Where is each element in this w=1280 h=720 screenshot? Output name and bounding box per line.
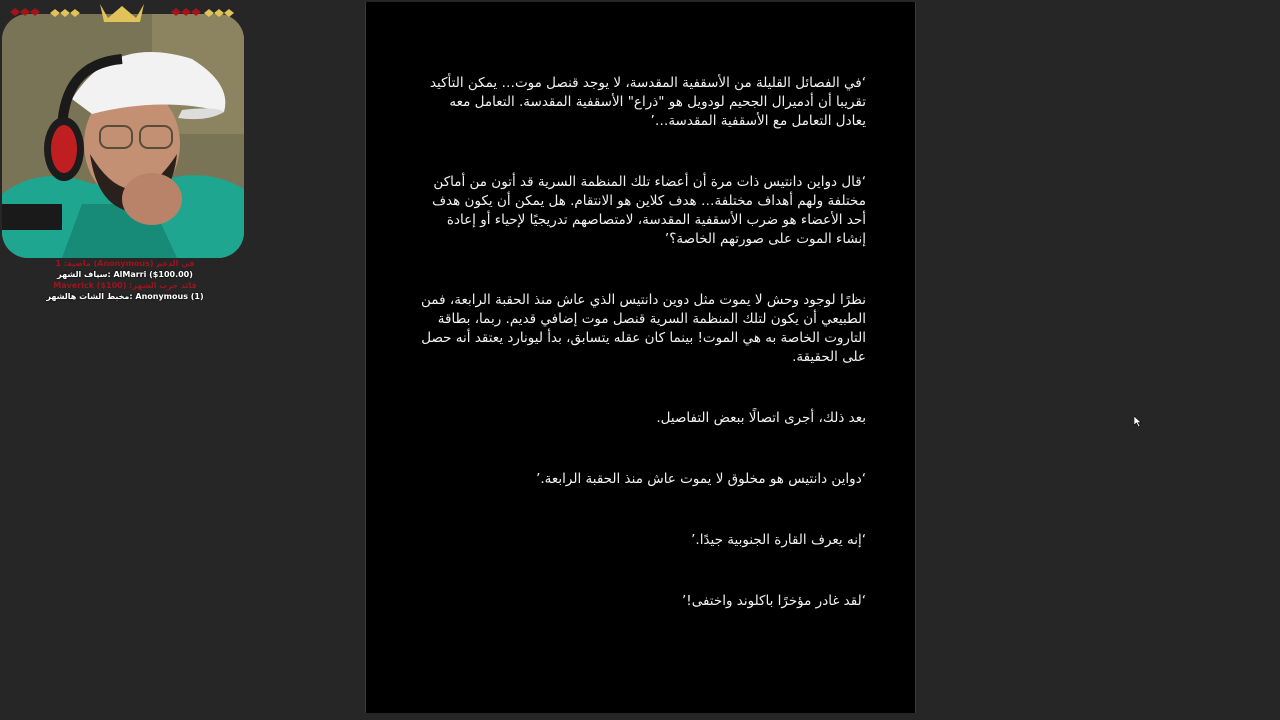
chapter-text [416,74,866,653]
paragraph-4: بعد ذلك، أجرى اتصالًا ببعض التفاصيل. [656,410,866,426]
donation-list [0,258,250,302]
paragraph-2: ‘قال دواين دانتيس ذات مرة أن أعضاء تلك المنظمة السرية قد أتون من أماكن مختلفة ولهم أهداف مختلفة… هدف كلاين هو الانتقام. هل يمكن أن يكون هدف أحد الأعضاء هو ضرب الأسقفية المقدسة، لامتصاصهم تدريجيًا لإحياء أو إعادة إنشاء الموت على صورتهم الخاصة؟’ [432,174,866,247]
paragraph-1: ‘في الفصائل القليلة من الأسقفية المقدسة، لا يوجد قنصل موت… يمكن التأكيد تقريبا أن أدميرال الجحيم لودويل هو "ذراع" الأسقفية المقدسة. التعامل معه يعادل التعامل مع الأسقفية المقدسة…’ [429,75,866,129]
paragraph-6: ‘إنه يعرف القارة الجنوبية جيدًا.’ [691,532,866,548]
donation-line: مخبط الشات هالشهر: Anonymous (1) [46,292,204,301]
paragraph-3: نظرًا لوجود وحش لا يموت مثل دوين دانتيس الذي عاش منذ الحقبة الرابعة، فمن الطبيعي أن يكون لتلك المنظمة السرية قنصل موت إضافي قديم. ربما، بطاقة التاروت الخاصة به هي الموت! بينما كان عقله يتسابق، بدأ ليونارد يعتقد أنه حصل على الحقيقة. [421,292,866,365]
donation-line: Maverick ($100) :قائد حرب الشهر [53,281,197,290]
crown-ornament [0,0,250,28]
webcam-overlay [0,0,250,320]
webcam-feed [2,14,244,258]
mouse-cursor-icon [1134,416,1142,427]
reader-panel[interactable] [365,2,916,713]
paragraph-5: ‘دواين دانتيس هو مخلوق لا يموت عاش منذ الحقبة الرابعة.’ [536,471,866,487]
paragraph-7: ‘لقد غادر مؤخرًا باكلوند واختفى!’ [682,593,866,609]
donation-line: سياف الشهر: AlMarri ($100.00) [57,270,193,279]
donation-line: ماضية: 1 (Anonymous) في الدعم [55,259,195,268]
